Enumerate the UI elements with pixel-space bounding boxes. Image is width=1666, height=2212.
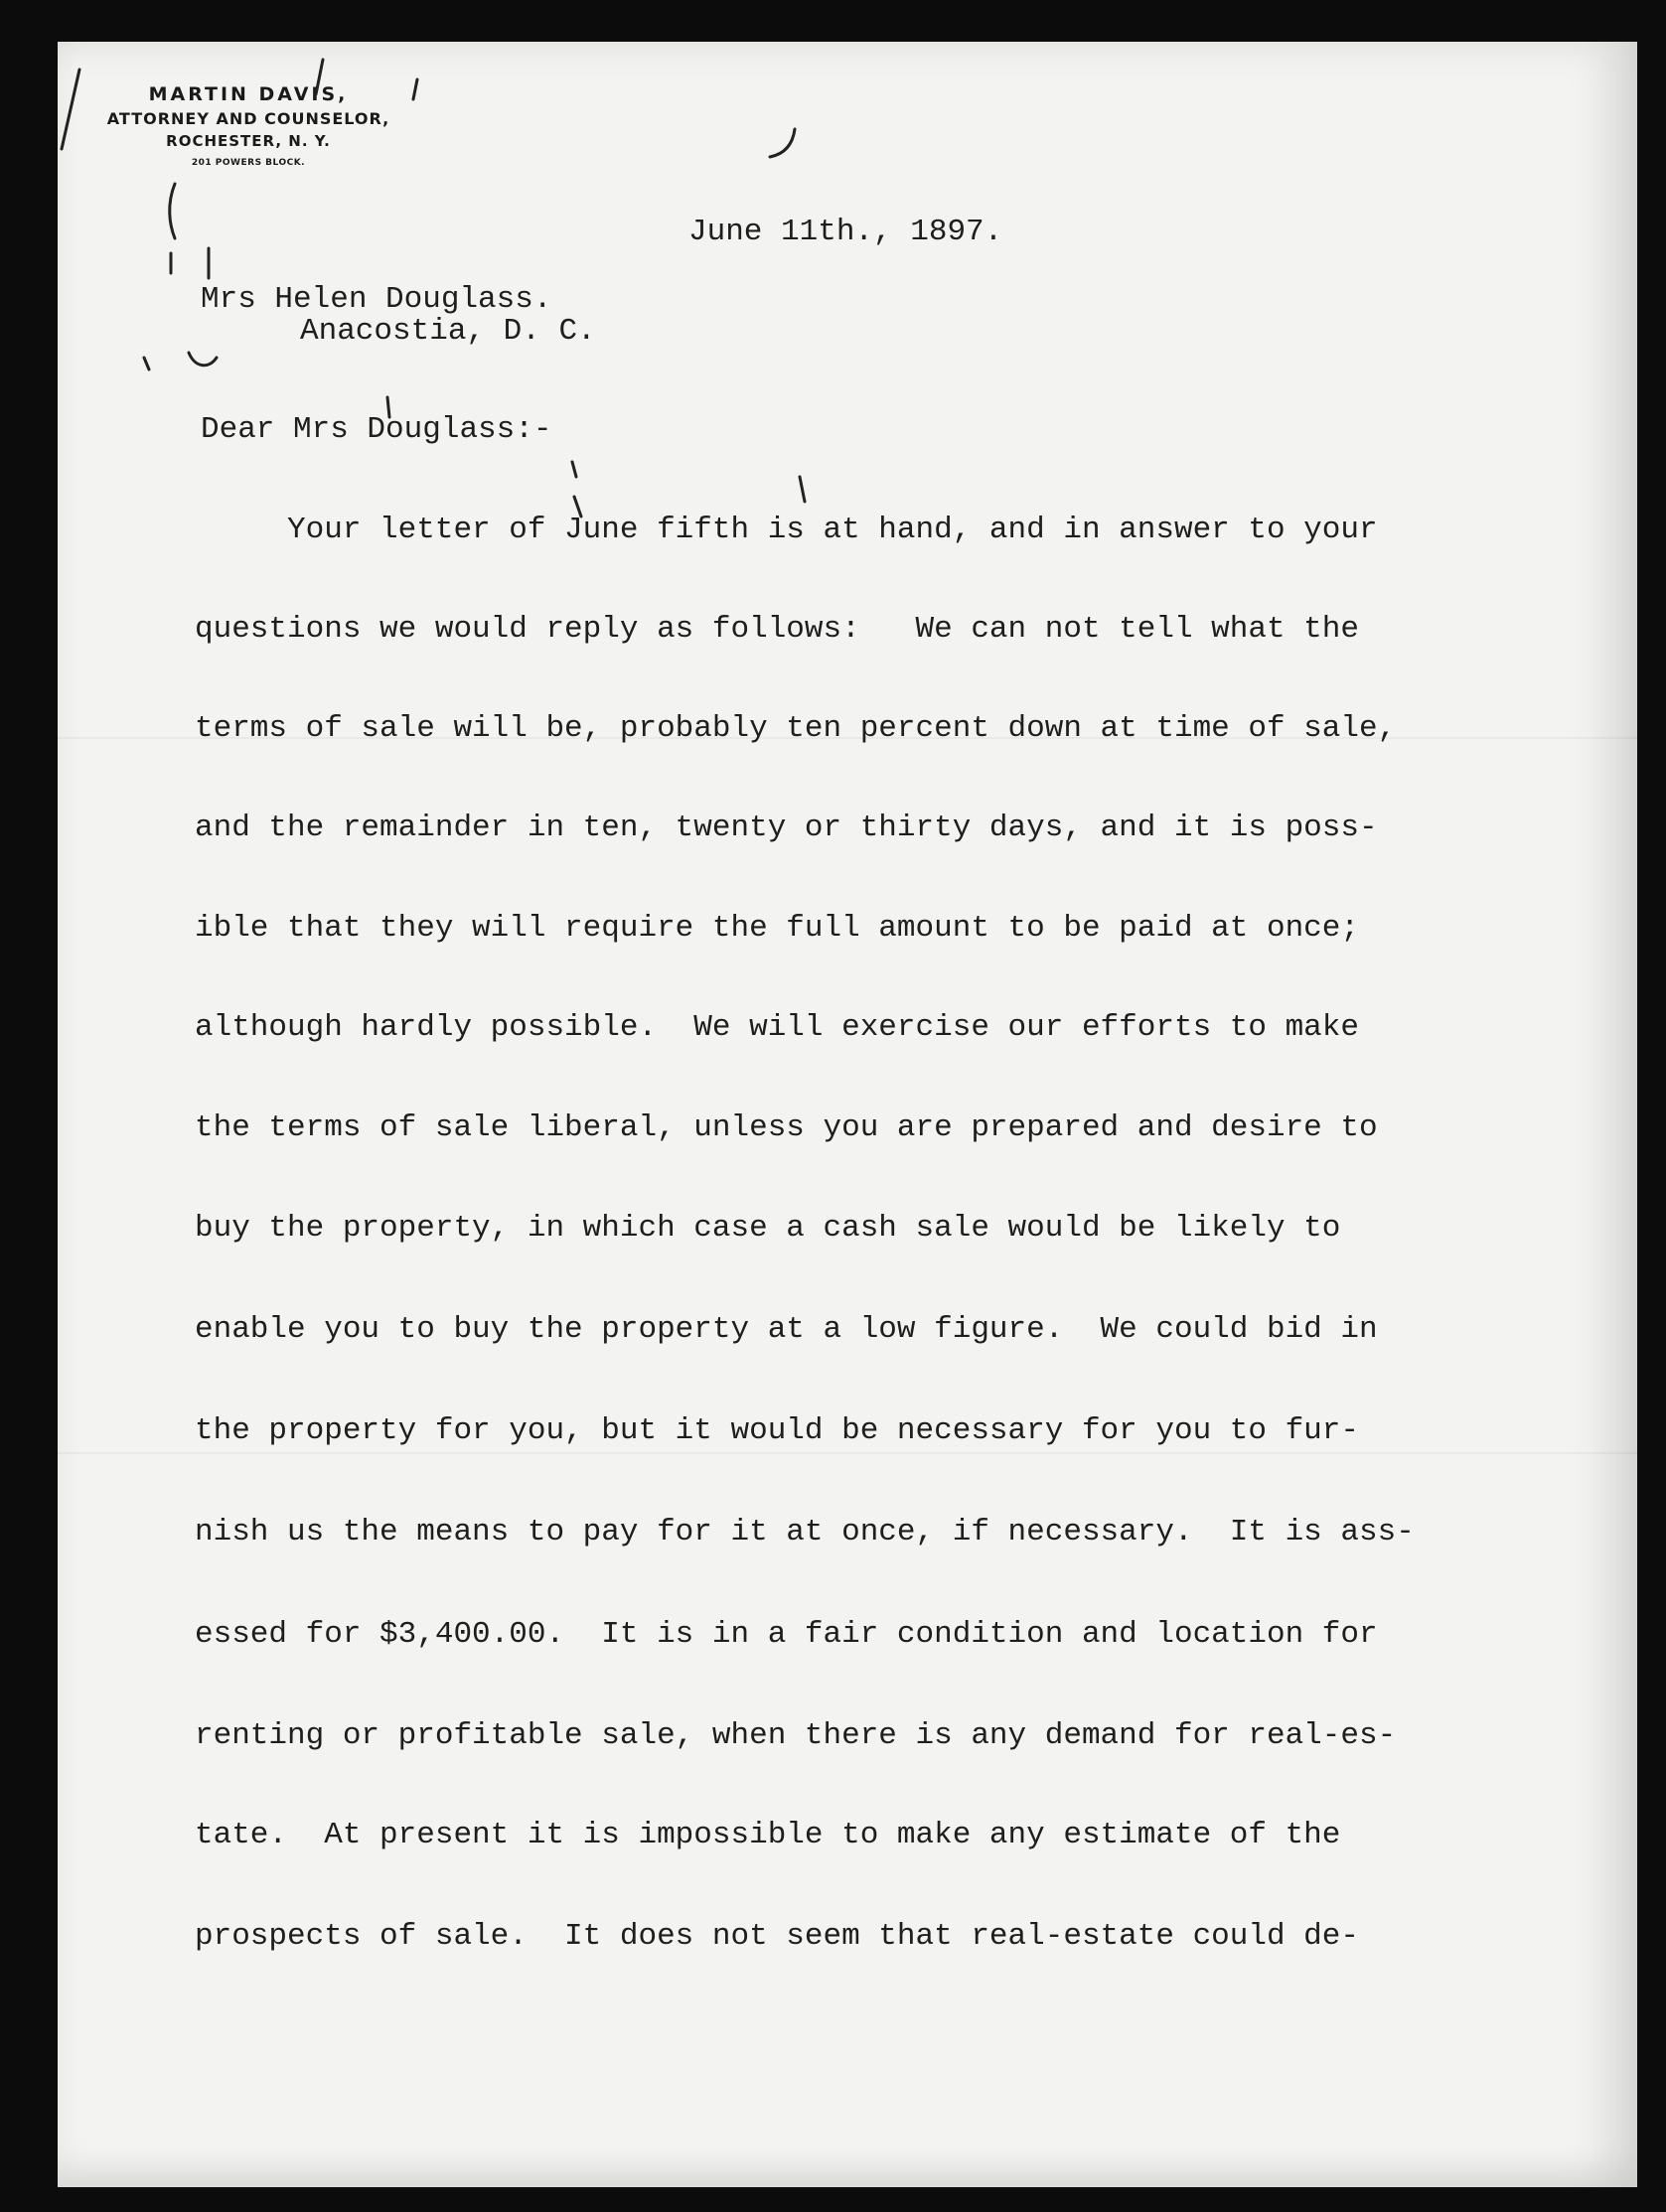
body-line: buy the property, in which case a cash sale would be likely to <box>195 1211 1341 1246</box>
body-line: essed for $3,400.00. It is in a fair condition and location for <box>195 1617 1378 1652</box>
body-line: although hardly possible. We will exercise our efforts to make <box>195 1010 1359 1045</box>
body-line: questions we would reply as follows: We can not tell what the <box>195 612 1359 647</box>
paper-fold <box>58 1452 1637 1454</box>
body-line: and the remainder in ten, twenty or thirty days, and it is poss- <box>195 811 1378 845</box>
body-line: terms of sale will be, probably ten percent down at time of sale, <box>195 711 1397 746</box>
letterhead-city: ROCHESTER, N. Y. <box>166 132 331 150</box>
body-line: Your letter of June fifth is at hand, and in answer to your <box>195 513 1378 547</box>
letterhead <box>79 83 417 168</box>
recipient-place: Anacostia, D. C. <box>300 314 596 349</box>
salutation: Dear Mrs Douglass:- <box>201 412 552 447</box>
body-line: ible that they will require the full amount to be paid at once; <box>195 911 1359 946</box>
body-line: enable you to buy the property at a low figure. We could bid in <box>195 1312 1378 1347</box>
letterhead-address: 201 POWERS BLOCK. <box>191 158 306 168</box>
body-line: nish us the means to pay for it at once, if necessary. It is ass- <box>195 1515 1415 1549</box>
body-line: the property for you, but it would be necessary for you to fur- <box>195 1413 1359 1448</box>
letter-date: June 11th., 1897. <box>688 215 1003 249</box>
body-line: the terms of sale liberal, unless you are prepared and desire to <box>195 1110 1378 1145</box>
letterhead-name: MARTIN DAVIS, <box>148 83 349 105</box>
body-line: prospects of sale. It does not seem that real-estate could de- <box>195 1919 1359 1954</box>
body-line: tate. At present it is impossible to make any estimate of the <box>195 1818 1341 1852</box>
body-line: renting or profitable sale, when there is any demand for real-es- <box>195 1718 1397 1753</box>
recipient-name: Mrs Helen Douglass. <box>201 282 552 317</box>
letterhead-title: ATTORNEY AND COUNSELOR, <box>106 109 390 128</box>
